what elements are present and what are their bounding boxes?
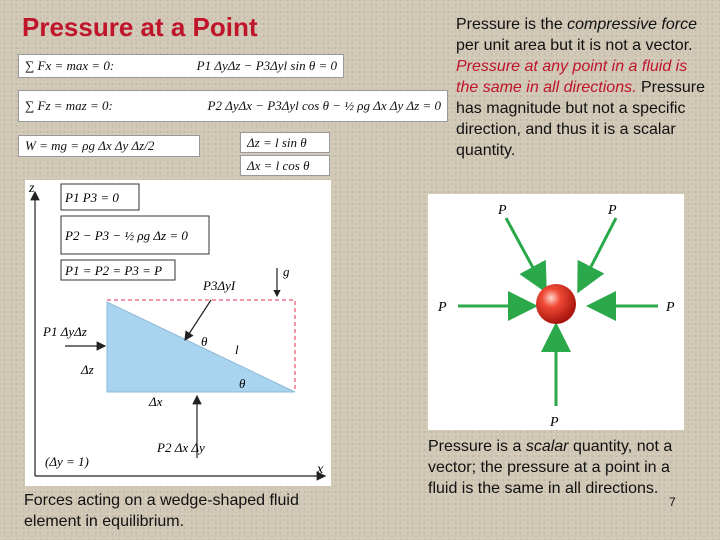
paragraph-bottom <box>428 436 678 499</box>
theta-label-top: θ <box>201 334 208 349</box>
wedge-diagram <box>25 180 331 486</box>
p-label-right: P <box>666 300 675 315</box>
dx-label: Δx <box>149 394 163 409</box>
text-run-italic: scalar <box>525 438 569 455</box>
dz-label: Δz <box>81 362 94 377</box>
pressure-arrow-top-left <box>506 218 544 288</box>
theta-label-bottom: θ <box>239 376 246 391</box>
eq-result: P1 = P2 = P3 = P <box>65 263 163 278</box>
equation-sum-fz <box>18 90 448 122</box>
p1-force-label: P1 ΔyΔz <box>43 324 87 339</box>
equation-lhs: ∑ Fx = max = 0: <box>25 58 115 73</box>
equation-lhs: ∑ Fz = maz = 0: <box>25 98 113 113</box>
text-run-italic: compressive force <box>567 16 697 33</box>
text-run: Pressure is the <box>456 16 568 33</box>
p2-force-label: P2 Δx Δy <box>157 440 205 455</box>
ball-figure-panel <box>428 194 684 430</box>
equation-dx: Δx = l cos θ <box>240 155 330 176</box>
ball-figure <box>428 194 684 430</box>
equation-rhs: P2 ΔyΔx − P3Δyl cos θ − ½ ρg Δx Δy Δz = 0 <box>207 98 441 113</box>
text-run: quantity, not a vector; the pressure at a point in a fluid is the same in all directions. <box>428 438 673 497</box>
equation-sum-fx <box>18 54 344 78</box>
page-number: 7 <box>669 495 676 509</box>
dy-note: (Δy = 1) <box>45 454 89 469</box>
gravity-label: g <box>283 264 290 279</box>
p-label-top-left: P <box>498 203 507 218</box>
wedge-diagram-panel <box>25 180 331 486</box>
eq-p2: P2 − P3 − ½ ρg Δz = 0 <box>65 228 188 243</box>
text-run-highlight: Pressure at any point in a fluid is the same in all directions. <box>456 58 688 96</box>
text-run: per unit area but it is not a vector. <box>456 37 693 54</box>
p-label-left: P <box>438 300 447 315</box>
pressure-arrow-top-right <box>580 218 616 288</box>
x-axis-label: x <box>317 462 324 477</box>
length-label: l <box>235 342 239 357</box>
fluid-particle-ball <box>536 284 576 324</box>
p3-force-label: P3ΔyI <box>203 278 236 293</box>
p-label-top-right: P <box>608 203 617 218</box>
slide-title: Pressure at a Point <box>22 12 258 42</box>
equation-rhs: P1 ΔyΔz − P3Δyl sin θ = 0 <box>196 58 337 73</box>
equation-dz: Δz = l sin θ <box>240 132 330 153</box>
text-run: Pressure is a <box>428 438 526 455</box>
p-label-bottom: P <box>550 415 559 430</box>
z-axis-label: z <box>29 181 35 196</box>
eq-p1: P1 P3 = 0 <box>65 190 119 205</box>
caption-left: Forces acting on a wedge-shaped fluid element in equilibrium. <box>24 492 299 530</box>
equation-weight: W = mg = ρg Δx Δy Δz/2 <box>18 135 200 157</box>
text-run: Pressure has magnitude but not a specific direction, and thus it is a scalar quantity. <box>456 79 705 159</box>
paragraph-top <box>456 14 710 161</box>
